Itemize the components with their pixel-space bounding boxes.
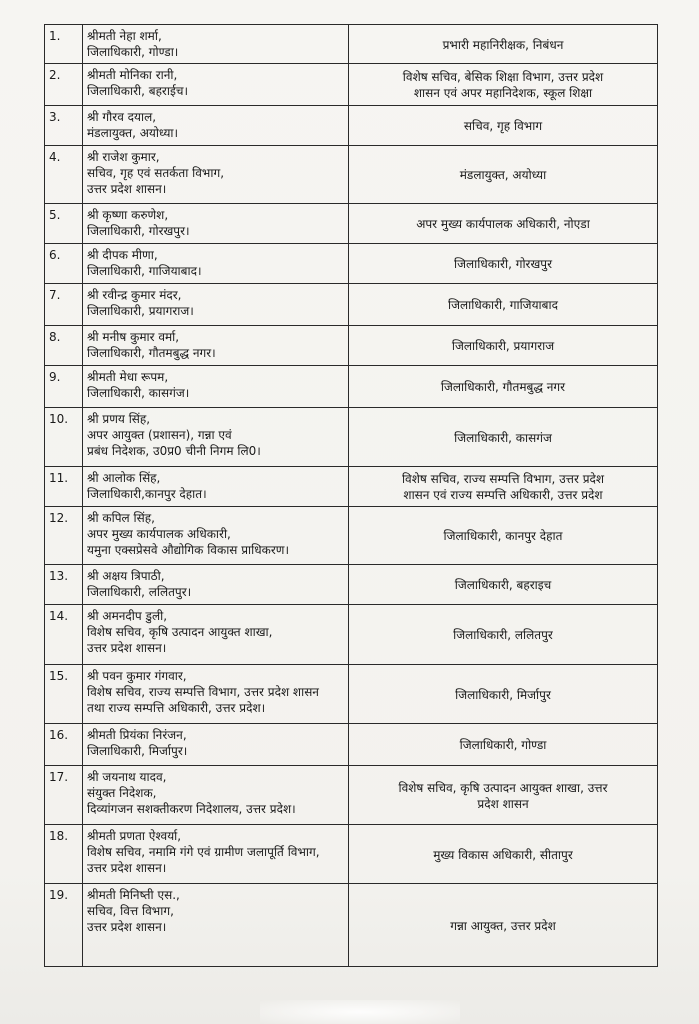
new-posting-line: जिलाधिकारी, कानपुर देहात	[443, 529, 563, 543]
serial-number-cell: 10.	[45, 408, 83, 467]
new-posting-line: प्रदेश शासन	[477, 796, 529, 811]
new-posting-line: गन्ना आयुक्त, उत्तर प्रदेश	[450, 918, 556, 933]
new-posting-cell	[349, 507, 658, 565]
officer-detail-line: जिलाधिकारी, गाजियाबाद।	[87, 264, 202, 278]
table-row	[45, 366, 658, 408]
officer-detail-line: श्री अमनदीप डुली,	[87, 609, 168, 623]
new-posting-line: जिलाधिकारी, ललितपुर	[453, 628, 553, 642]
serial-number-cell: 2.	[45, 64, 83, 106]
officer-current-post-cell	[83, 284, 349, 326]
officer-detail-line: श्री गौरव दयाल,	[87, 110, 157, 124]
new-posting-cell	[349, 106, 658, 146]
officer-current-post-cell	[83, 884, 349, 967]
new-posting-cell	[349, 204, 658, 244]
serial-number-cell: 14.	[45, 605, 83, 665]
new-posting-cell	[349, 565, 658, 605]
officer-current-post-cell	[83, 146, 349, 204]
officer-detail-line: उत्तर प्रदेश शासन।	[87, 182, 167, 196]
new-posting-cell	[349, 825, 658, 884]
table-row	[45, 605, 658, 665]
serial-number-cell: 16.	[45, 724, 83, 766]
table-row	[45, 884, 658, 967]
new-posting-line: विशेष सचिव, बेसिक शिक्षा विभाग, उत्तर प्रदेश	[402, 70, 604, 84]
officer-detail-line: श्रीमती मिनिष्ती एस.,	[87, 888, 180, 902]
new-posting-line: शासन एवं राज्य सम्पत्ति अधिकारी, उत्तर प्रदेश	[403, 488, 603, 502]
officer-detail-line: संयुक्त निदेशक,	[87, 786, 157, 800]
serial-number-cell: 12.	[45, 507, 83, 565]
serial-number-cell: 5.	[45, 204, 83, 244]
officer-current-post-cell	[83, 326, 349, 366]
table-row	[45, 64, 658, 106]
officer-current-post-cell	[83, 366, 349, 408]
new-posting-cell	[349, 408, 658, 467]
officer-detail-line: सचिव, वित्त विभाग,	[87, 904, 174, 918]
serial-number-cell: 3.	[45, 106, 83, 146]
new-posting-cell	[349, 244, 658, 284]
officer-current-post-cell	[83, 766, 349, 825]
new-posting-cell	[349, 766, 658, 825]
table-row	[45, 724, 658, 766]
new-posting-line: जिलाधिकारी, गाजियाबाद	[448, 298, 558, 312]
officer-detail-line: जिलाधिकारी, प्रयागराज।	[87, 304, 194, 318]
serial-number-cell: 15.	[45, 665, 83, 724]
officer-detail-line: श्रीमती मोनिका रानी,	[87, 68, 178, 82]
officer-detail-line: श्री राजेश कुमार,	[87, 150, 160, 164]
table-row	[45, 204, 658, 244]
officer-detail-line: प्रबंध निदेशक, उ0प्र0 चीनी निगम लि0।	[87, 444, 261, 458]
new-posting-cell	[349, 884, 658, 967]
new-posting-line: शासन एवं अपर महानिदेशक, स्कूल शिक्षा	[413, 86, 593, 100]
new-posting-line: जिलाधिकारी, मिर्जापुर	[455, 687, 551, 702]
officer-current-post-cell	[83, 665, 349, 724]
serial-number-cell: 19.	[45, 884, 83, 967]
officer-detail-line: उत्तर प्रदेश शासन।	[87, 861, 167, 875]
new-posting-line: सचिव, गृह विभाग	[463, 119, 543, 133]
new-posting-line: विशेष सचिव, कृषि उत्पादन आयुक्त शाखा, उत्तर	[398, 780, 608, 795]
new-posting-line: मुख्य विकास अधिकारी, सीतापुर	[433, 847, 573, 862]
officer-detail-line: मंडलायुक्त, अयोध्या।	[87, 126, 179, 140]
officer-current-post-cell	[83, 64, 349, 106]
officer-current-post-cell	[83, 204, 349, 244]
table-row	[45, 507, 658, 565]
officer-detail-line: श्रीमती प्रियंका निरंजन,	[87, 728, 187, 742]
new-posting-cell	[349, 665, 658, 724]
officer-current-post-cell	[83, 507, 349, 565]
new-posting-line: जिलाधिकारी, बहराइच	[454, 578, 552, 592]
officer-detail-line: श्री कृष्णा करुणेश,	[87, 208, 169, 222]
officer-detail-line: जिलाधिकारी, गौतमबुद्ध नगर।	[87, 346, 216, 360]
officer-detail-line: अपर मुख्य कार्यपालक अधिकारी,	[87, 527, 231, 541]
table-row	[45, 408, 658, 467]
officer-detail-line: जिलाधिकारी, बहराईच।	[87, 84, 189, 98]
officer-detail-line: जिलाधिकारी,कानपुर देहात।	[87, 487, 207, 501]
serial-number-cell: 4.	[45, 146, 83, 204]
table-row	[45, 106, 658, 146]
officer-detail-line: श्री मनीष कुमार वर्मा,	[87, 330, 180, 344]
new-posting-cell	[349, 146, 658, 204]
officer-detail-line: विशेष सचिव, नमामि गंगे एवं ग्रामीण जलापूर्ति विभाग,	[87, 845, 320, 859]
officer-detail-line: सचिव, गृह एवं सतर्कता विभाग,	[87, 166, 225, 180]
officer-detail-line: श्रीमती प्रणता ऐश्वर्या,	[87, 829, 182, 843]
officer-current-post-cell	[83, 244, 349, 284]
officer-detail-line: श्रीमती नेहा शर्मा,	[87, 29, 162, 43]
new-posting-line: जिलाधिकारी, गौतमबुद्ध नगर	[440, 380, 566, 394]
officer-detail-line: श्री अक्षय त्रिपाठी,	[87, 569, 165, 583]
officer-current-post-cell	[83, 565, 349, 605]
new-posting-cell	[349, 64, 658, 106]
officer-detail-line: दिव्यांगजन सशक्तीकरण निदेशालय, उत्तर प्रदेश।	[87, 802, 296, 816]
officer-detail-line: उत्तर प्रदेश शासन।	[87, 920, 167, 934]
table-row	[45, 825, 658, 884]
table-row	[45, 326, 658, 366]
serial-number-cell: 6.	[45, 244, 83, 284]
new-posting-line: विशेष सचिव, राज्य सम्पत्ति विभाग, उत्तर प्रदेश	[401, 472, 605, 486]
table-row	[45, 766, 658, 825]
officer-detail-line: विशेष सचिव, राज्य सम्पत्ति विभाग, उत्तर प्रदेश शासन	[87, 685, 319, 699]
serial-number-cell: 7.	[45, 284, 83, 326]
transfer-table-body	[45, 25, 658, 967]
new-posting-cell	[349, 326, 658, 366]
officer-detail-line: श्री जयनाथ यादव,	[87, 770, 167, 784]
table-row	[45, 467, 658, 507]
new-posting-cell	[349, 724, 658, 766]
new-posting-line: जिलाधिकारी, कासगंज	[454, 430, 552, 445]
transfer-table	[44, 24, 658, 967]
table-row	[45, 25, 658, 64]
serial-number-cell: 9.	[45, 366, 83, 408]
serial-number-cell: 11.	[45, 467, 83, 507]
serial-number-cell: 18.	[45, 825, 83, 884]
officer-detail-line: श्री कपिल सिंह,	[87, 511, 155, 525]
officer-current-post-cell	[83, 408, 349, 467]
officer-detail-line: तथा राज्य सम्पत्ति अधिकारी, उत्तर प्रदेश।	[87, 701, 266, 715]
table-row	[45, 565, 658, 605]
new-posting-cell	[349, 467, 658, 507]
officer-current-post-cell	[83, 25, 349, 64]
new-posting-line: जिलाधिकारी, प्रयागराज	[451, 339, 555, 353]
officer-detail-line: जिलाधिकारी, कासगंज।	[87, 386, 190, 400]
officer-detail-line: जिलाधिकारी, मिर्जापुर।	[87, 744, 188, 758]
officer-detail-line: विशेष सचिव, कृषि उत्पादन आयुक्त शाखा,	[87, 625, 273, 639]
new-posting-line: अपर मुख्य कार्यपालक अधिकारी, नोएडा	[416, 217, 590, 231]
officer-detail-line: श्री प्रणय सिंह,	[87, 412, 151, 426]
table-row	[45, 665, 658, 724]
officer-current-post-cell	[83, 106, 349, 146]
officer-detail-line: जिलाधिकारी, ललितपुर।	[87, 585, 192, 599]
officer-detail-line: उत्तर प्रदेश शासन।	[87, 641, 167, 655]
serial-number-cell: 17.	[45, 766, 83, 825]
new-posting-cell	[349, 366, 658, 408]
new-posting-cell	[349, 25, 658, 64]
table-row	[45, 244, 658, 284]
serial-number-cell: 1.	[45, 25, 83, 64]
new-posting-cell	[349, 284, 658, 326]
new-posting-line: मंडलायुक्त, अयोध्या	[459, 168, 547, 182]
officer-detail-line: श्री दीपक मीणा,	[87, 248, 158, 262]
officer-detail-line: जिलाधिकारी, गोण्डा।	[87, 45, 179, 59]
new-posting-line: प्रभारी महानिरीक्षक, निबंधन	[442, 37, 564, 52]
officer-current-post-cell	[83, 825, 349, 884]
paper-glare	[260, 1000, 460, 1024]
table-row	[45, 284, 658, 326]
officer-detail-line: श्री रवीन्द्र कुमार मंदर,	[87, 288, 182, 302]
officer-detail-line: श्री पवन कुमार गंगवार,	[87, 669, 187, 683]
table-row	[45, 146, 658, 204]
officer-detail-line: जिलाधिकारी, गोरखपुर।	[87, 224, 190, 238]
officer-detail-line: श्री आलोक सिंह,	[87, 471, 161, 485]
new-posting-cell	[349, 605, 658, 665]
new-posting-line: जिलाधिकारी, गोण्डा	[459, 738, 547, 752]
new-posting-line: जिलाधिकारी, गोरखपुर	[453, 257, 553, 271]
serial-number-cell: 13.	[45, 565, 83, 605]
officer-detail-line: अपर आयुक्त (प्रशासन), गन्ना एवं	[87, 428, 232, 442]
serial-number-cell: 8.	[45, 326, 83, 366]
officer-detail-line: यमुना एक्सप्रेसवे औद्योगिक विकास प्राधिकरण।	[87, 543, 290, 557]
officer-current-post-cell	[83, 605, 349, 665]
officer-current-post-cell	[83, 724, 349, 766]
officer-current-post-cell	[83, 467, 349, 507]
officer-detail-line: श्रीमती मेधा रूपम,	[87, 370, 169, 384]
